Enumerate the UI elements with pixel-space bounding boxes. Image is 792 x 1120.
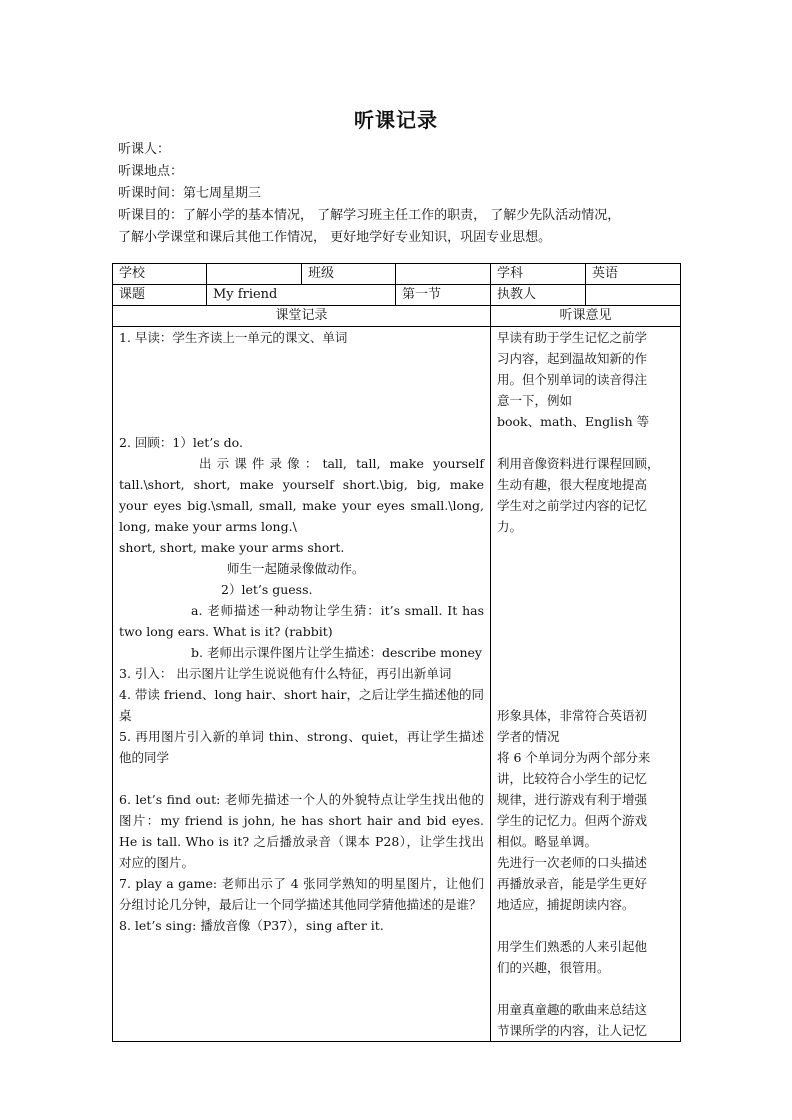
listener-line: 听课人： xyxy=(118,142,171,157)
purpose-line-1: 听课目的：了解小学的基本情况， 了解学习班主任工作的职责， 了解少先队活动情况， xyxy=(118,208,621,223)
opinion-line: 规律，进行游戏有利于增强 xyxy=(497,792,648,807)
opinion-line: 意一下，例如 xyxy=(497,393,573,408)
record-header: 课堂记录 xyxy=(113,306,491,327)
record-step-2-b: b. 老师出示课件图片让学生描述：describe money xyxy=(191,645,482,660)
record-step-2-follow: 师生一起随录像做动作。 xyxy=(227,561,365,576)
subject-label: 学科 xyxy=(491,264,586,285)
opinion-header: 听课意见 xyxy=(491,306,681,327)
opinion-line: 用。但个别单词的读音得注 xyxy=(497,372,648,387)
opinion-line: 们的兴趣，很管用。 xyxy=(497,960,610,975)
record-step-6: 6. let’s find out: 老师先描述一个人的外貌特点让学生找出他的图片：my friend is john, he has short hair and bid eyes. He is tall. Who is it? 之后播放录音（课本 P28），让学生找出对应的图片。 xyxy=(119,792,484,870)
opinion-line: 学生对之前学过内容的记忆 xyxy=(497,498,648,513)
record-cell xyxy=(113,327,491,1042)
class-label: 班级 xyxy=(302,264,396,285)
opinion-line: 学生的记忆力。但两个游戏 xyxy=(497,813,648,828)
teacher-label: 执教人 xyxy=(491,285,586,306)
opinion-line: book、math、English 等 xyxy=(497,414,650,429)
opinion-line: 利用音像资料进行课程回顾， xyxy=(497,456,660,471)
record-step-4: 4. 带读 friend、long hair、short hair，之后让学生描述他的同桌 xyxy=(119,687,484,723)
opinion-line: 用童真童趣的歌曲来总结这 xyxy=(497,1002,648,1017)
opinion-line: 早读有助于学生记忆之前学 xyxy=(497,330,648,345)
opinion-line: 再播放录音，能是学生更好 xyxy=(497,876,648,891)
period-cell: 第一节 xyxy=(396,285,491,306)
lesson-info xyxy=(118,139,678,249)
school-label: 学校 xyxy=(113,264,207,285)
opinion-line: 相似。略显单调。 xyxy=(497,834,598,849)
record-step-8: 8. let’s sing: 播放音像（P37），sing after it. xyxy=(119,918,384,933)
table-row xyxy=(113,264,681,285)
opinion-line: 先进行一次老师的口头描述 xyxy=(497,855,648,870)
topic-label: 课题 xyxy=(113,285,207,306)
record-step-2-a: a. 老师描述一种动物让学生猜：it’s small. It has two long ears. What is it? (rabbit) xyxy=(119,603,484,639)
opinion-line: 习内容，起到温故知新的作 xyxy=(497,351,648,366)
opinion-line: 将 6 个单词分为两个部分来 xyxy=(497,750,651,765)
class-value xyxy=(396,264,491,285)
table-row xyxy=(113,306,681,327)
table-row xyxy=(113,327,681,1042)
record-step-1: 1. 早读：学生齐读上一单元的课文、单词 xyxy=(119,330,348,345)
record-step-5: 5. 再用图片引入新的单词 thin、strong、quiet，再让学生描述他的同学 xyxy=(119,729,484,765)
record-step-2-guess: 2）let’s guess. xyxy=(221,582,313,597)
purpose-line-2: 了解小学课堂和课后其他工作情况， 更好地学好专业知识，巩固专业思想。 xyxy=(118,230,552,245)
table-row xyxy=(113,285,681,306)
opinion-line: 形象具体，非常符合英语初 xyxy=(497,708,648,723)
opinion-cell xyxy=(491,327,681,1042)
location-line: 听课地点： xyxy=(118,164,184,179)
page-title: 听课记录 xyxy=(354,108,438,132)
opinion-line: 用学生们熟悉的人来引起他 xyxy=(497,939,648,954)
opinion-line: 力。 xyxy=(497,519,523,534)
record-step-2-body: 出示课件录像：tall, tall, make yourself tall.\short, short, make yourself short.\big, big, make your eyes big.\small, small, make your eyes small.\long, long, make your arms long.\ xyxy=(119,456,484,534)
teacher-value xyxy=(586,285,681,306)
opinion-line: 学者的情况 xyxy=(497,729,560,744)
subject-value: 英语 xyxy=(586,264,681,285)
opinion-line: 节课所学的内容，让人记忆 xyxy=(497,1023,648,1038)
record-step-3: 3. 引入： 出示图片让学生说说他有什么特征，再引出新单词 xyxy=(119,666,452,681)
opinion-line: 讲，比较符合小学生的记忆 xyxy=(497,771,648,786)
opinion-line: 地适应，捕捉朗读内容。 xyxy=(497,897,635,912)
time-line: 听课时间：第七周星期三 xyxy=(118,186,262,201)
record-step-2-title: 2. 回顾：1）let’s do. xyxy=(119,435,243,450)
record-step-2-short: short, short, make your arms short. xyxy=(119,540,345,555)
school-value xyxy=(207,264,302,285)
opinion-line: 生动有趣，很大程度地提高 xyxy=(497,477,648,492)
observation-table xyxy=(112,263,681,1042)
record-step-7: 7. play a game: 老师出示了 4 张同学熟知的明星图片，让他们分组讨论几分钟，最后让一个同学描述其他同学猜他描述的是谁？ xyxy=(119,876,484,912)
topic-value: My friend xyxy=(207,285,396,306)
